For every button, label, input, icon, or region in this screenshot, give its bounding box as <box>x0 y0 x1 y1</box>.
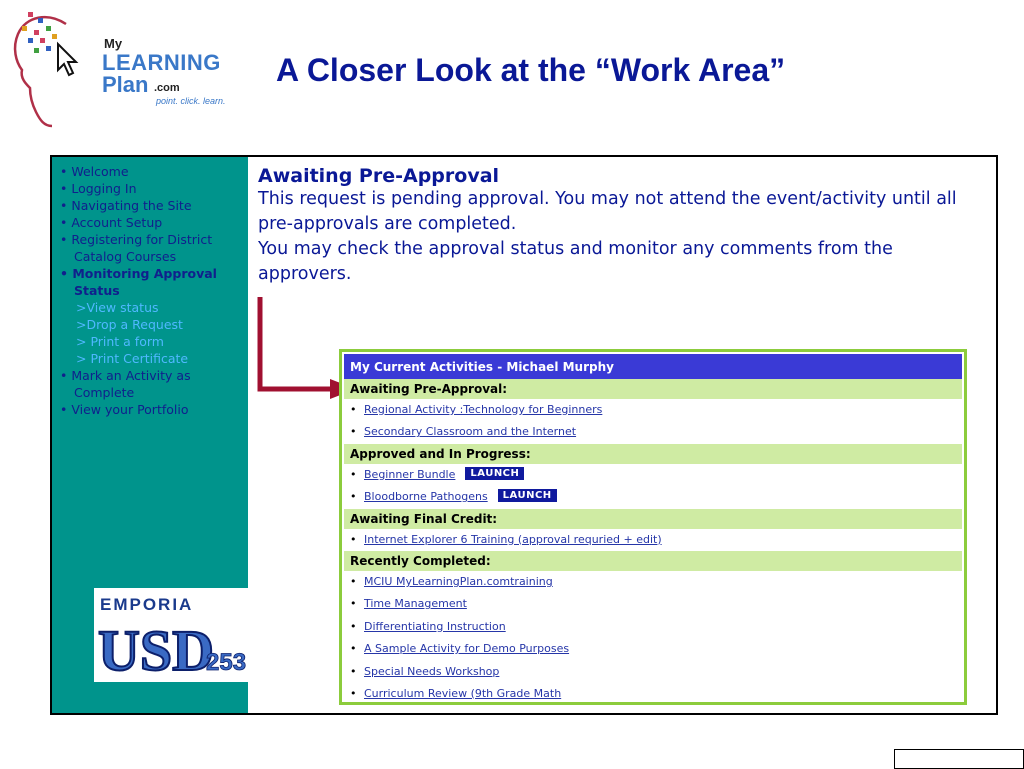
activity-link[interactable]: Time Management <box>364 597 467 611</box>
bullet-icon: • <box>350 532 357 546</box>
nav-item-account-setup[interactable]: • Account Setup <box>60 215 163 230</box>
activity-row <box>344 661 962 683</box>
activity-link[interactable]: Curriculum Review (9th Grade Math <box>364 686 562 700</box>
activities-panel <box>339 349 967 705</box>
activity-row <box>344 464 962 486</box>
activity-link[interactable]: Beginner Bundle <box>364 467 456 481</box>
section-awaiting-final-credit: Awaiting Final Credit: <box>344 509 962 529</box>
logo-dotcom-text: .com <box>154 82 180 94</box>
content-paragraph-1: This request is pending approval. You may not attend the event/activity until all pre-approvals are completed. <box>258 189 957 234</box>
sidebar <box>52 157 248 713</box>
bullet-icon: • <box>350 686 357 700</box>
activity-row <box>344 616 962 638</box>
bullet-icon: • <box>350 467 357 481</box>
content-area <box>258 165 978 287</box>
activity-link[interactable]: MCIU MyLearningPlan.comtraining <box>364 574 553 588</box>
content-paragraph-2: You may check the approval status and monitor any comments from the approvers. <box>258 239 893 284</box>
nav-item-mark-complete[interactable]: • Mark an Activity as Complete <box>60 368 191 400</box>
activity-row <box>344 399 962 421</box>
activity-row <box>344 571 962 593</box>
launch-button[interactable]: LAUNCH <box>498 489 557 502</box>
activity-row <box>344 683 962 705</box>
footer-box <box>894 749 1024 769</box>
nav-item-monitoring[interactable]: • Monitoring Approval Status <box>60 266 217 298</box>
activity-row <box>344 421 962 443</box>
nav-item-registering[interactable]: • Registering for District Catalog Courses <box>60 232 213 264</box>
activity-link[interactable]: A Sample Activity for Demo Purposes <box>364 642 570 656</box>
nav-item-welcome[interactable]: • Welcome <box>60 164 129 179</box>
activity-link[interactable]: Secondary Classroom and the Internet <box>364 425 577 439</box>
bullet-icon: • <box>350 574 357 588</box>
activity-row <box>344 638 962 660</box>
nav-subitem-print-form[interactable]: > Print a form <box>76 334 164 349</box>
emporia-usd-logo <box>94 588 248 682</box>
bullet-icon: • <box>350 490 357 504</box>
content-heading: Awaiting Pre-Approval <box>258 165 500 187</box>
activity-row <box>344 593 962 615</box>
bullet-icon: • <box>350 642 357 656</box>
nav-subitem-view-status[interactable]: >View status <box>76 300 159 315</box>
emporia-logo-top: EMPORIA <box>100 595 194 614</box>
bullet-icon: • <box>350 425 357 439</box>
panel-header: My Current Activities - Michael Murphy <box>344 354 962 379</box>
logo-my-text: My <box>104 36 123 51</box>
mylearningplan-logo <box>8 4 258 128</box>
section-awaiting-preapproval: Awaiting Pre-Approval: <box>344 379 962 399</box>
section-recently-completed: Recently Completed: <box>344 551 962 571</box>
slide-title: A Closer Look at the “Work Area” <box>276 52 786 88</box>
nav-subitem-drop-request[interactable]: >Drop a Request <box>76 317 183 332</box>
activity-link[interactable]: Special Needs Workshop <box>364 664 500 678</box>
activity-link[interactable]: Differentiating Instruction <box>364 619 506 633</box>
bullet-icon: • <box>350 664 357 678</box>
logo-tagline: point. click. learn. <box>156 96 226 106</box>
emporia-logo-number: 253 <box>206 649 247 676</box>
activity-link[interactable]: Internet Explorer 6 Training (approval requried + edit) <box>364 532 662 546</box>
nav-item-navigating[interactable]: • Navigating the Site <box>60 198 192 213</box>
activity-link[interactable]: Regional Activity :Technology for Beginners <box>364 403 603 416</box>
bullet-icon: • <box>350 619 357 633</box>
bullet-icon: • <box>350 597 357 611</box>
head-profile-icon <box>8 4 98 128</box>
nav-subitem-print-certificate[interactable]: > Print Certificate <box>76 351 189 366</box>
work-area-frame <box>50 155 998 715</box>
sidebar-nav <box>52 157 248 418</box>
activity-row <box>344 529 962 551</box>
nav-item-view-portfolio[interactable]: • View your Portfolio <box>60 402 189 417</box>
activity-row <box>344 486 962 508</box>
launch-button[interactable]: LAUNCH <box>465 467 524 480</box>
activity-link[interactable]: Bloodborne Pathogens <box>364 490 488 504</box>
emporia-logo-main: USD <box>98 618 215 682</box>
nav-item-logging-in[interactable]: • Logging In <box>60 181 137 196</box>
logo-plan-text: Plan <box>102 72 149 97</box>
logo-learning-text: LEARNING <box>102 50 221 75</box>
bullet-icon: • <box>350 403 357 416</box>
section-approved-in-progress: Approved and In Progress: <box>344 444 962 464</box>
